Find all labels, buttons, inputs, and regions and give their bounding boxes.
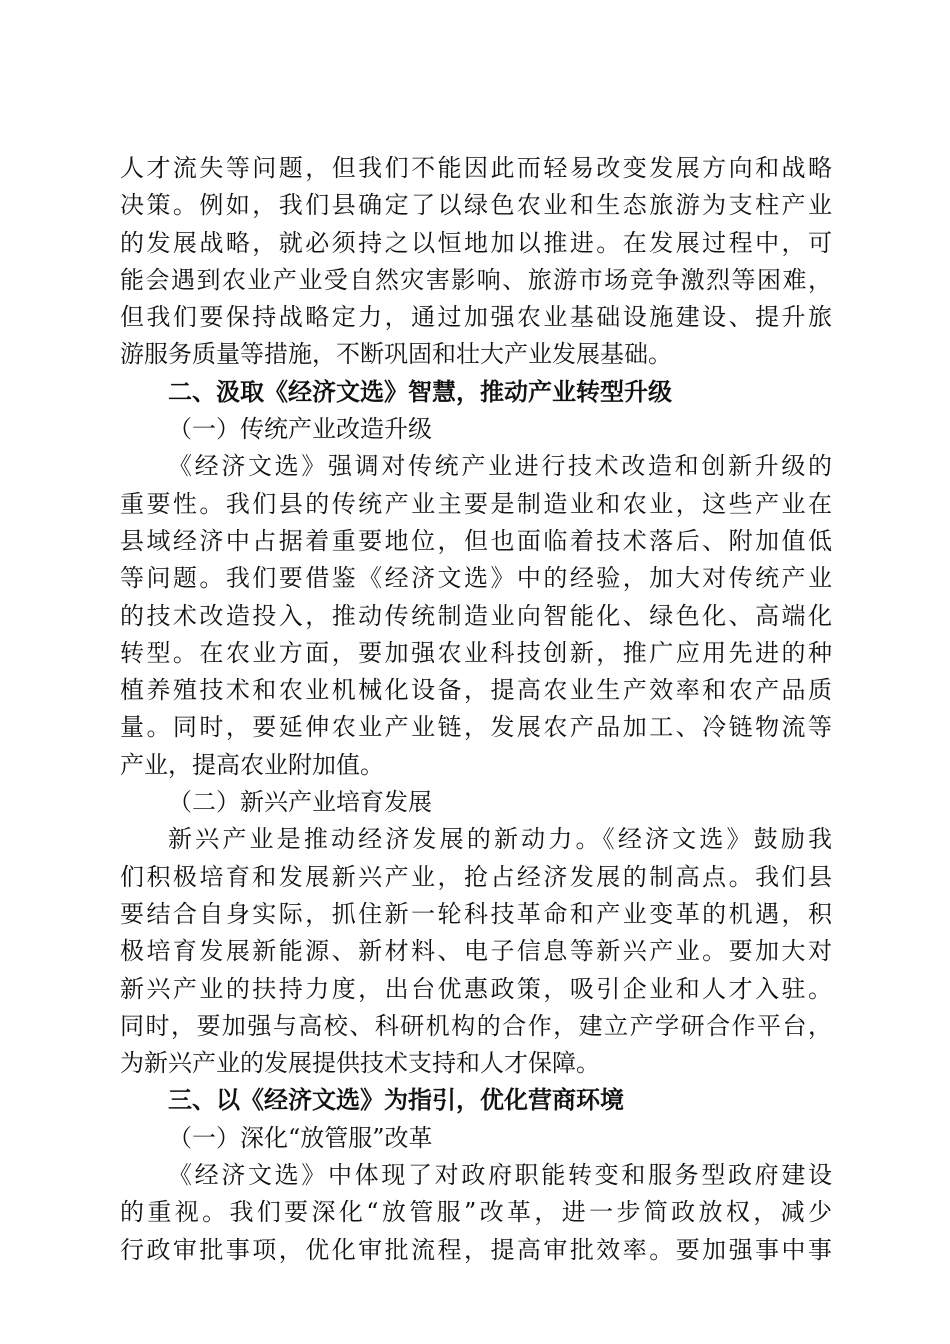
paragraph-line: 量。同时，要延伸农业产业链，发展农产品加工、冷链物流等 (120, 713, 832, 742)
paragraph-line: 的重视。我们要深化“放管服”改革，进一步简政放权，减少 (120, 1198, 832, 1227)
paragraph-line: 要结合自身实际，抓住新一轮科技革命和产业变革的机遇，积 (120, 899, 832, 928)
paragraph-line: 能会遇到农业产业受自然灾害影响、旅游市场竞争激烈等困难， (120, 265, 832, 294)
paragraph-line: 人才流失等问题，但我们不能因此而轻易改变发展方向和战略 (120, 154, 832, 182)
subsection-heading: （一）深化“放管服”改革 (168, 1123, 433, 1152)
paragraph-line: 新兴产业的扶持力度，出台优惠政策，吸引企业和人才入驻。 (120, 974, 832, 1003)
paragraph-line: 转型。在农业方面，要加强农业科技创新，推广应用先进的种 (120, 638, 832, 667)
paragraph-line: 的发展战略，就必须持之以恒地加以推进。在发展过程中，可 (120, 228, 832, 257)
paragraph-line: 极培育发展新能源、新材料、电子信息等新兴产业。要加大对 (120, 937, 832, 966)
paragraph-line: 同时，要加强与高校、科研机构的合作，建立产学研合作平台， (120, 1011, 832, 1040)
paragraph-line: 行政审批事项，优化审批流程，提高审批效率。要加强事中事 (120, 1235, 832, 1264)
paragraph-line: 植养殖技术和农业机械化设备，提高农业生产效率和农产品质 (120, 676, 832, 705)
paragraph-line: 为新兴产业的发展提供技术支持和人才保障。 (120, 1049, 600, 1078)
paragraph-line: 的技术改造投入，推动传统制造业向智能化、绿色化、高端化 (120, 601, 832, 630)
paragraph-line: 但我们要保持战略定力，通过加强农业基础设施建设、提升旅 (120, 303, 832, 332)
paragraph-line: 们积极培育和发展新兴产业，抢占经济发展的制高点。我们县 (120, 862, 832, 891)
section-heading: 三、以《经济文选》为指引，优化营商环境 (168, 1086, 624, 1115)
subsection-heading: （二）新兴产业培育发展 (168, 788, 432, 817)
paragraph-line: 游服务质量等措施，不断巩固和壮大产业发展基础。 (120, 340, 672, 369)
section-heading: 二、汲取《经济文选》智慧，推动产业转型升级 (168, 377, 672, 406)
paragraph-line: 等问题。我们要借鉴《经济文选》中的经验，加大对传统产业 (120, 564, 832, 593)
paragraph-line: 新兴产业是推动经济发展的新动力。《经济文选》鼓励我 (168, 825, 832, 854)
document-body (120, 150, 832, 1269)
paragraph-line: 县域经济中占据着重要地位，但也面临着技术落后、附加值低 (120, 526, 832, 555)
subsection-heading: （一）传统产业改造升级 (168, 415, 432, 444)
paragraph-line: 决策。例如，我们县确定了以绿色农业和生态旅游为支柱产业 (120, 191, 832, 220)
paragraph-line: 《经济文选》中体现了对政府职能转变和服务型政府建设 (168, 1161, 832, 1190)
paragraph-line: 重要性。我们县的传统产业主要是制造业和农业，这些产业在 (120, 489, 832, 518)
paragraph-line: 产业，提高农业附加值。 (120, 750, 384, 779)
paragraph-line: 《经济文选》强调对传统产业进行技术改造和创新升级的 (168, 452, 832, 481)
